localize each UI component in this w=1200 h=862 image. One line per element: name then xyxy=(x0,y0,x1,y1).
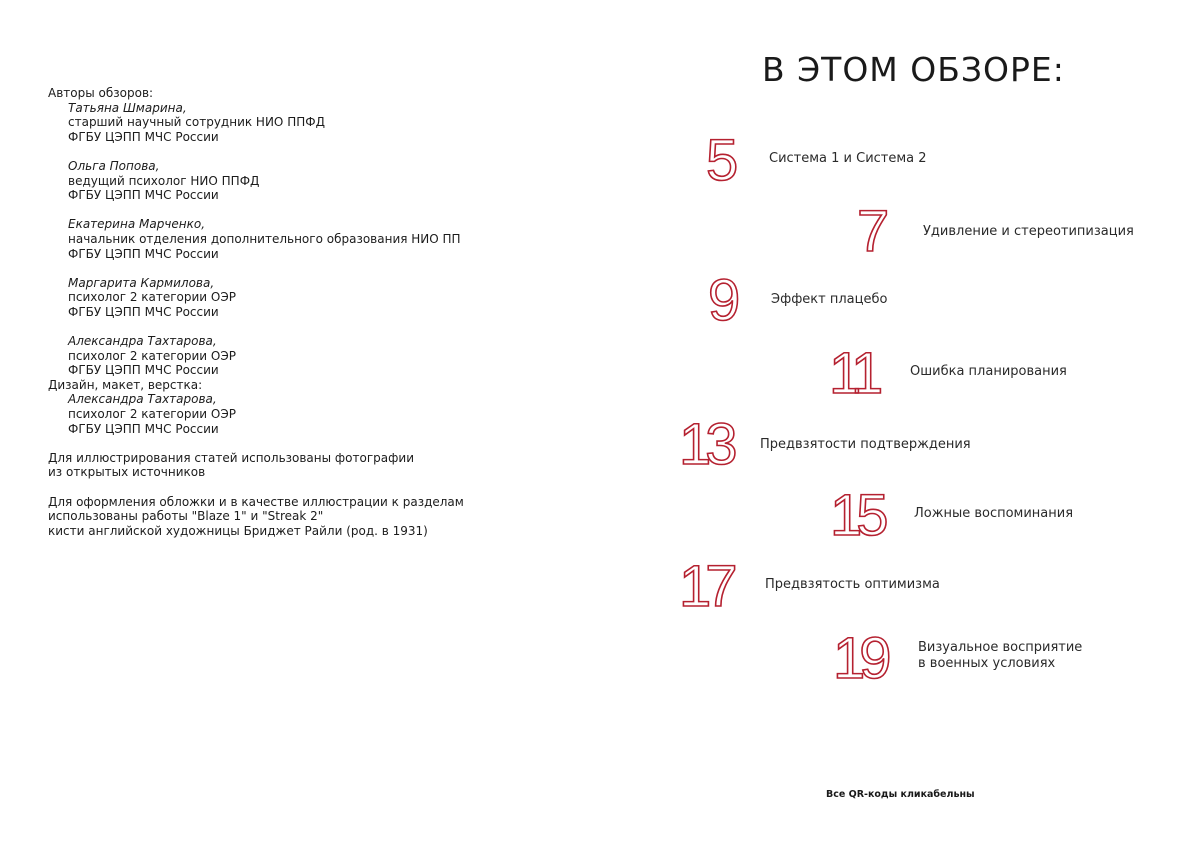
toc-title: В ЭТОМ ОБЗОРЕ: xyxy=(762,50,1065,89)
author-entry xyxy=(48,276,508,320)
toc-page-number[interactable]: 9 xyxy=(708,268,735,333)
toc-page-number[interactable]: 7 xyxy=(857,199,884,264)
photo-note-line: Для иллюстрирования статей использованы фотографии xyxy=(48,450,414,465)
author-role: ведущий психолог НИО ППФД xyxy=(68,173,260,188)
toc-page-number[interactable]: 15 xyxy=(830,483,883,548)
photo-note-line: из открытых источников xyxy=(48,465,206,480)
cover-note-line: использованы работы "Blaze 1" и "Streak 2" xyxy=(48,509,324,524)
author-org: ФГБУ ЦЭПП МЧС России xyxy=(68,304,219,319)
cover-note-line: кисти английской художницы Бриджет Райли (род. в 1931) xyxy=(48,523,428,538)
designer-entry xyxy=(48,392,508,436)
author-entry xyxy=(48,217,508,261)
toc-item-label[interactable]: Ошибка планирования xyxy=(910,364,1067,379)
toc-page-number[interactable]: 13 xyxy=(679,412,732,477)
designer-role: психолог 2 категории ОЭР xyxy=(68,407,236,422)
toc-page-number[interactable]: 19 xyxy=(833,626,886,691)
cover-note-line: Для оформления обложки и в качестве иллюстрации к разделам xyxy=(48,494,464,509)
toc-item-label[interactable]: Предвзятости подтверждения xyxy=(760,437,971,452)
author-name: Татьяна Шмарина, xyxy=(68,100,187,115)
authors-heading: Авторы обзоров: xyxy=(48,86,154,100)
author-entry xyxy=(48,334,508,378)
toc-page-number[interactable]: 5 xyxy=(706,128,733,193)
author-role: психолог 2 категории ОЭР xyxy=(68,348,236,363)
toc-page-number[interactable]: 17 xyxy=(679,554,732,619)
toc-item-label[interactable]: Ложные воспоминания xyxy=(914,506,1074,521)
toc-page-number[interactable]: 11 xyxy=(829,341,878,406)
author-org: ФГБУ ЦЭПП МЧС России xyxy=(68,246,219,261)
design-heading: Дизайн, макет, верстка: xyxy=(48,377,203,392)
footer-note: Все QR-коды кликабельны xyxy=(826,789,975,800)
author-name: Ольга Попова, xyxy=(68,158,160,173)
designer-org: ФГБУ ЦЭПП МЧС России xyxy=(68,421,219,436)
author-org: ФГБУ ЦЭПП МЧС России xyxy=(68,129,219,144)
author-name: Маргарита Кармилова, xyxy=(68,275,215,290)
author-name: Екатерина Марченко, xyxy=(68,217,206,232)
toc-item-label[interactable]: Удивление и стереотипизация xyxy=(923,224,1134,239)
author-role: психолог 2 категории ОЭР xyxy=(68,290,236,305)
toc-item-label[interactable]: Эффект плацебо xyxy=(771,292,888,307)
cover-note xyxy=(48,495,508,539)
toc-item-label[interactable]: Система 1 и Система 2 xyxy=(769,151,927,166)
author-name: Александра Тахтарова, xyxy=(68,334,217,349)
author-role: старший научный сотрудник НИО ППФД xyxy=(68,115,325,130)
author-org: ФГБУ ЦЭПП МЧС России xyxy=(68,363,219,378)
author-role: начальник отделения дополнительного образования НИО ПП xyxy=(68,231,461,246)
toc-item-label[interactable]: Предвзятость оптимизма xyxy=(765,577,940,592)
author-entry xyxy=(48,101,508,145)
author-org: ФГБУ ЦЭПП МЧС России xyxy=(68,188,219,203)
author-entry xyxy=(48,159,508,203)
toc-item-label[interactable]: Визуальное восприятие в военных условиях xyxy=(918,640,1083,671)
designer-name: Александра Тахтарова, xyxy=(68,392,217,407)
photo-note xyxy=(48,451,508,480)
credits-block xyxy=(48,86,508,538)
